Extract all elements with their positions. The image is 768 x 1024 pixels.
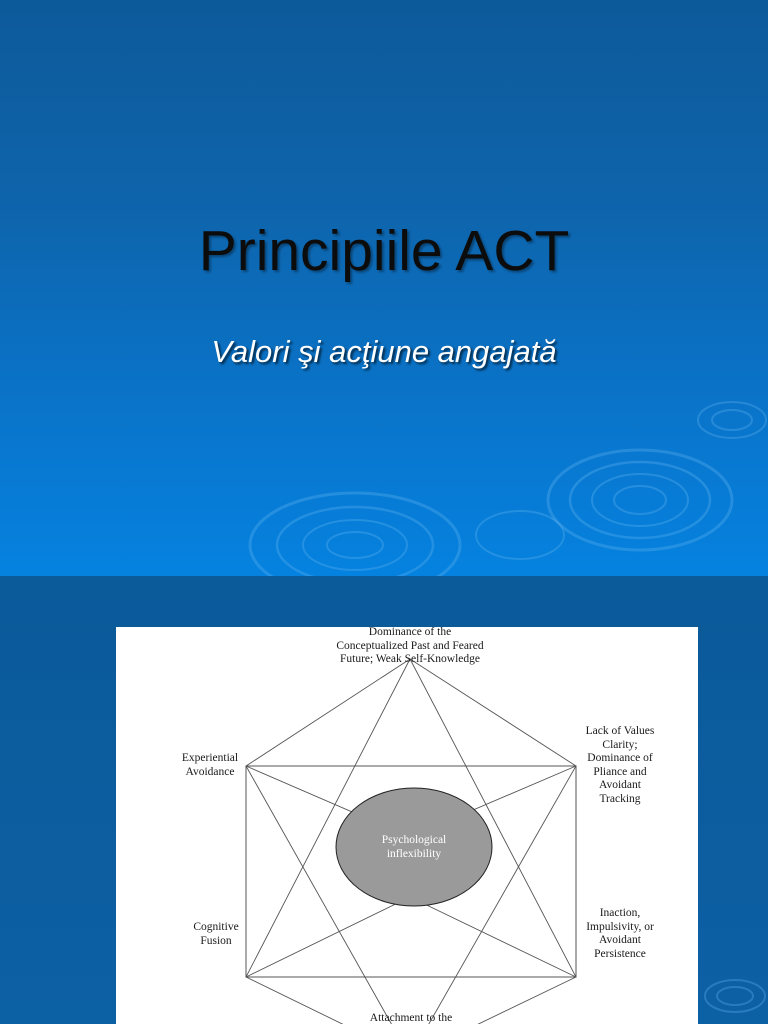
slide-subtitle: Valori şi acţiune angajată: [211, 334, 557, 369]
connector-line: [410, 897, 576, 977]
slide-title: Principiile ACT: [198, 219, 570, 283]
diagram-slide: [0, 576, 768, 1024]
node-label-top: Dominance of the Conceptualized Past and Feared Future; Weak Self-Knowledge: [336, 627, 484, 665]
hexaflex-figure: [116, 627, 698, 1024]
node-label-upper-left: Experiential Avoidance: [181, 752, 239, 778]
node-label-upper-right: Lack of Values Clarity; Dominance of Pliance and Avoidant Tracking: [585, 725, 655, 805]
node-label-bottom: Attachment to the: [369, 1012, 453, 1024]
node-label-lower-left: Cognitive Fusion: [193, 921, 239, 947]
connector-line: [246, 897, 410, 977]
center-label: Psychological inflexibility: [381, 834, 447, 860]
hexaflex-diagram: [116, 627, 698, 1024]
node-label-lower-right: Inaction, Impulsivity, or Avoidant Persistence: [586, 907, 654, 960]
